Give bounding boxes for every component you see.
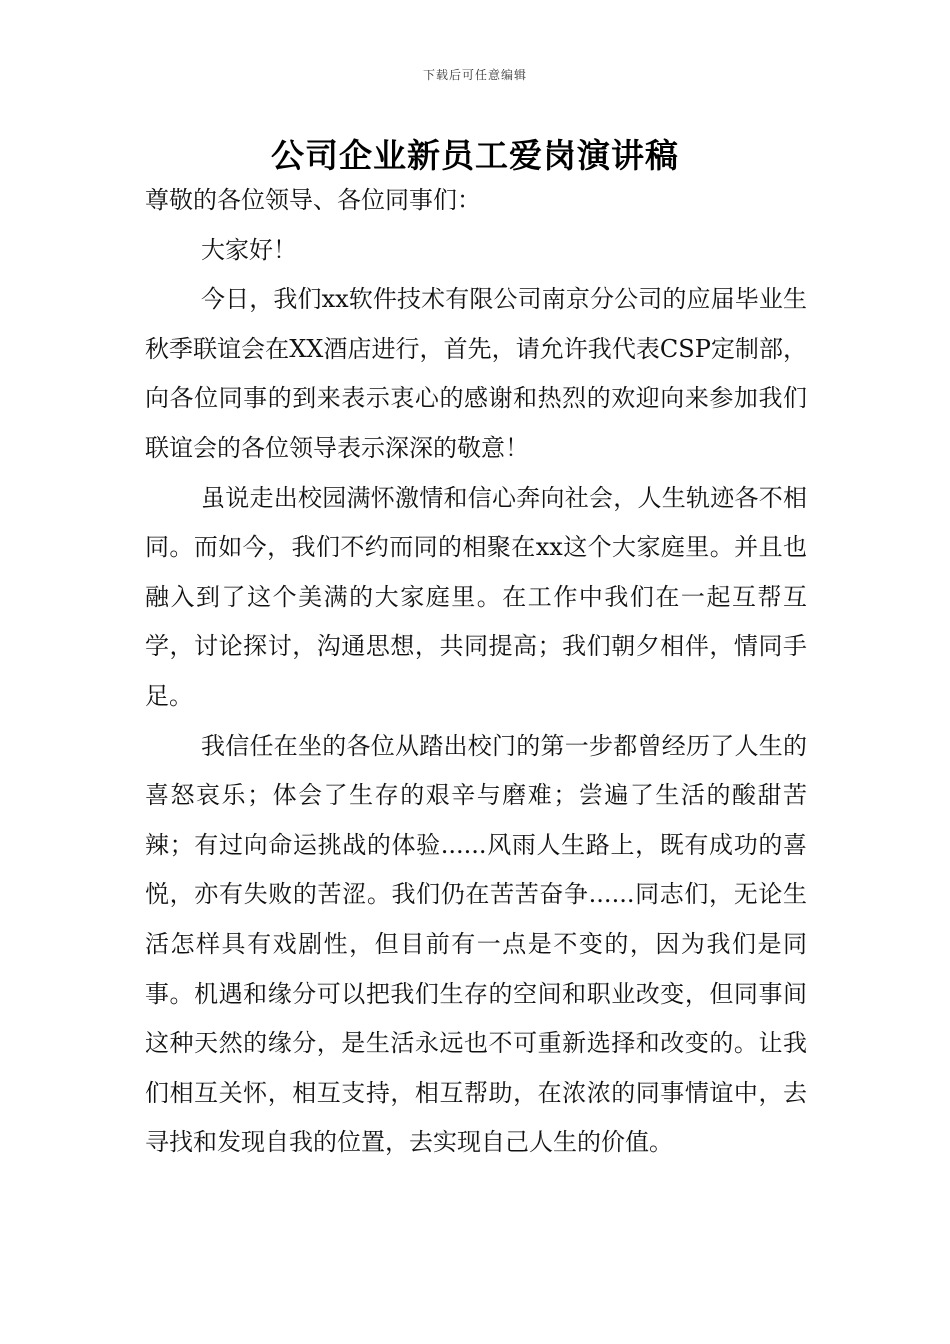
header-note: 下载后可任意编辑 (422, 68, 527, 82)
document-body (145, 176, 807, 1168)
paragraph-greeting: 大家好！ (201, 235, 297, 264)
paragraph-opening: 今日，我们xx软件技术有限公司南京分公司的应届毕业生秋季联谊会在XX酒店进行，首先，请允许我代表CSP定制部，向各位同事的到来表示衷心的感谢和热烈的欢迎向来参加我们联谊会的各位领导表示深深的敬意！ (145, 285, 807, 462)
salutation: 尊敬的各位领导、各位同事们： (145, 186, 481, 214)
paragraph-colleagues: 我信任在坐的各位从踏出校门的第一步都曾经历了人生的喜怒哀乐；体会了生存的艰辛与磨难；尝遍了生活的酸甜苦辣；有过向命运挑战的体验......风雨人生路上，既有成功的喜悦，亦有失败的苦涩。我们仍在苦苦奋争......同志们，无论生活怎样具有戏剧性，但目前有一点是不变的，因为我们是同事。机遇和缘分可以把我们生存的空间和职业改变，但同事间这种天然的缘分，是生活永远也不可重新选择和改变的。让我们相互关怀，相互支持，相互帮助，在浓浓的同事情谊中，去寻找和发现自我的位置，去实现自己人生的价值。 (145, 731, 807, 1157)
paragraph-company-family: 虽说走出校园满怀激情和信心奔向社会，人生轨迹各不相同。而如今，我们不约而同的相聚在xx这个大家庭里。并且也融入到了这个美满的大家庭里。在工作中我们在一起互帮互学，讨论探讨，沟通思想，共同提高；我们朝夕相伴，情同手足。 (145, 483, 807, 710)
document-title: 公司企业新员工爱岗演讲稿 (271, 136, 679, 175)
